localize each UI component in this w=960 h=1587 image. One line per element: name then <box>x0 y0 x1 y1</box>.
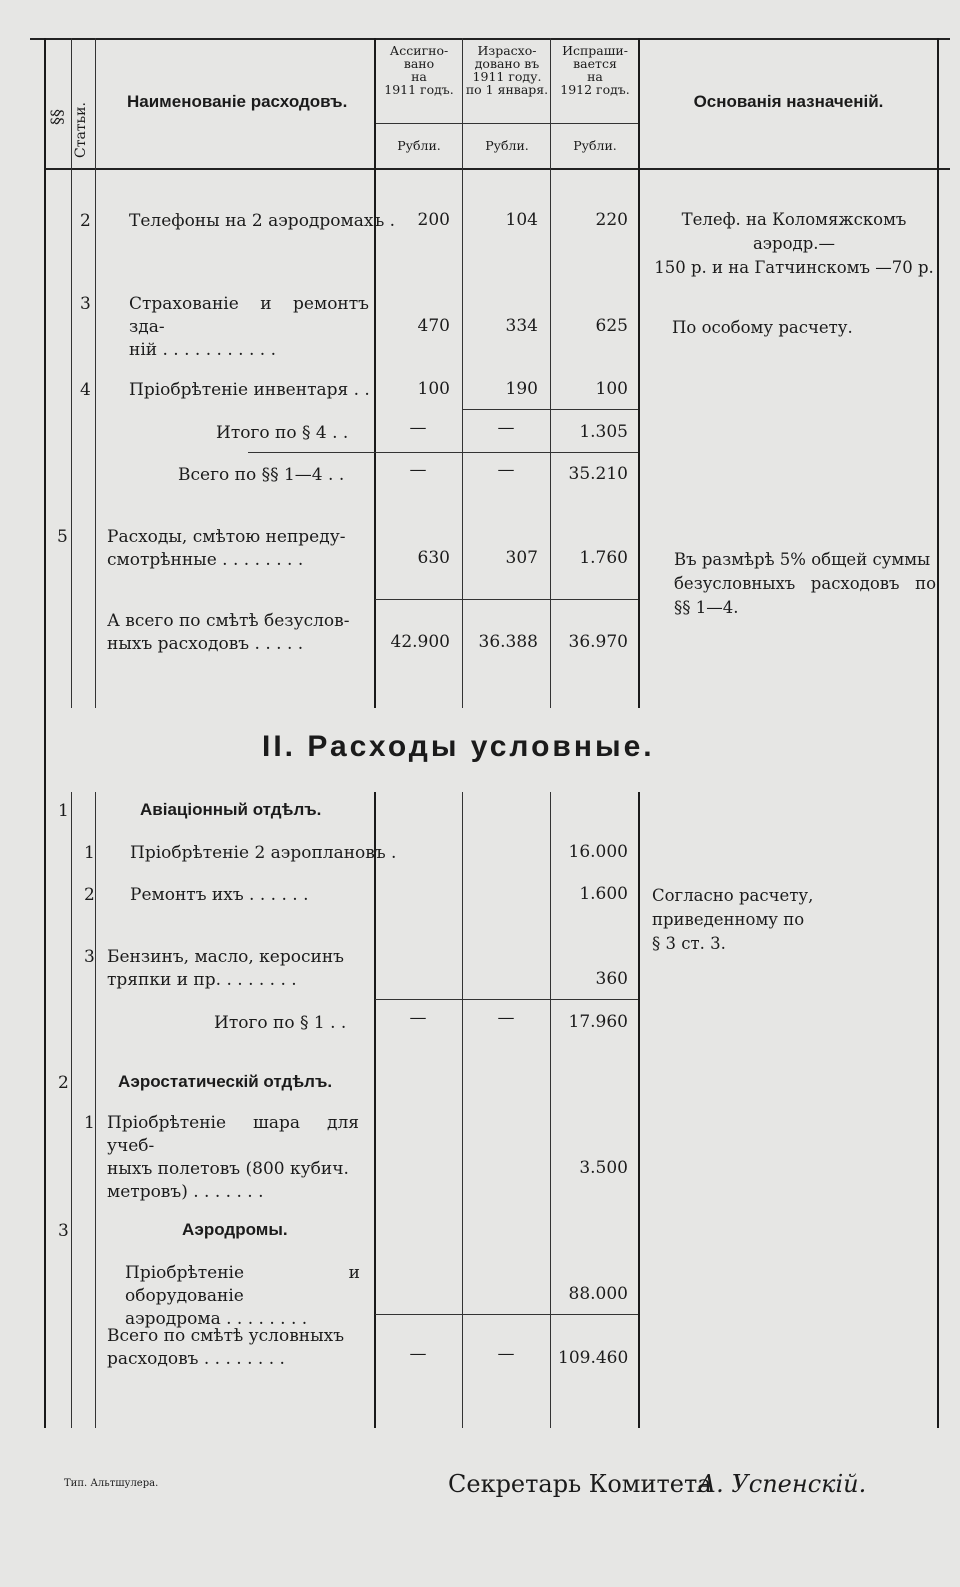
col1-unit: Рубли. <box>397 138 441 153</box>
row-c1: 200 <box>417 210 450 230</box>
row-c3: 360 <box>595 969 628 989</box>
row-sect: 1 <box>58 801 69 821</box>
row-c3: 1.600 <box>579 884 628 904</box>
row-name: Расходы, смѣтою непреду- смотрѣнные . . . . . . . . <box>107 527 346 570</box>
row-sect: 5 <box>57 527 68 547</box>
section-heading: Аэродромы. <box>182 1220 288 1239</box>
row-rule <box>375 999 638 1000</box>
row-name: Телефоны на 2 аэродромахъ . <box>129 211 396 231</box>
subtotal-c2: — <box>497 460 515 480</box>
row-c3: 16.000 <box>568 842 628 862</box>
total-c1: — <box>409 1008 427 1028</box>
row-note: По особому расчету. <box>672 318 853 337</box>
section-heading: Авіаціонный отдѣлъ. <box>140 800 322 819</box>
col3-unit: Рубли. <box>573 138 617 153</box>
row-name: Бензинъ, масло, керосинъ тряпки и пр. . . . . . . . <box>107 947 344 990</box>
row-art: 1 <box>84 843 95 863</box>
row-note: Телеф. на Коломяжскомъ аэродр.— 150 р. и на Гатчинскомъ —70 р. <box>654 210 934 277</box>
row-art: 2 <box>84 885 95 905</box>
row-art: 1 <box>84 1113 95 1133</box>
row-sect: 3 <box>58 1221 69 1241</box>
row-c1: 100 <box>417 379 450 399</box>
grand-total-c1: — <box>409 1344 427 1364</box>
signature-name: А. Успенскій. <box>698 1470 867 1498</box>
row-c3: 625 <box>595 316 628 336</box>
col2-unit: Рубли. <box>485 138 529 153</box>
total-name: Итого по § 1 . . <box>214 1013 347 1033</box>
name-header: Наименованіе расходовъ. <box>127 92 348 111</box>
row-name: Пріобрѣтеніе инвентаря . . <box>129 380 370 400</box>
row-art: 4 <box>80 380 91 400</box>
total-c1: — <box>409 418 427 438</box>
row-c1: 470 <box>417 316 450 336</box>
part2-title: II. Расходы условные. <box>262 730 655 763</box>
basis-header: Основанія назначеній. <box>693 92 884 111</box>
total-name: Итого по § 4 . . <box>216 423 349 443</box>
grand-total-c2: 36.388 <box>478 632 538 652</box>
row-name: Пріобрѣтеніе и оборудованіе аэродрома . . . . . . . . <box>125 1263 360 1329</box>
grand-total-c3: 109.460 <box>558 1348 629 1368</box>
row-sect: 2 <box>58 1073 69 1093</box>
top-rule <box>30 38 950 40</box>
grand-total-c1: 42.900 <box>390 632 450 652</box>
grand-total-c3: 36.970 <box>568 632 628 652</box>
subtotal-name: Всего по §§ 1—4 . . <box>178 465 345 485</box>
row-rule <box>375 1314 638 1315</box>
row-rule <box>248 452 638 453</box>
row-note: Въ размѣрѣ 5% общей суммы безусловныхъ расходовъ по §§ 1—4. <box>674 550 936 617</box>
total-c2: — <box>497 418 515 438</box>
article-header: Статьи. <box>73 102 89 158</box>
row-c3: 220 <box>595 210 628 230</box>
row-c3: 3.500 <box>579 1158 628 1178</box>
row-c2: 334 <box>505 316 538 336</box>
grand-total-c2: — <box>497 1344 515 1364</box>
row-rule <box>462 409 638 410</box>
row-c1: 630 <box>417 548 450 568</box>
signature-label: Секретарь Комитета <box>448 1470 712 1498</box>
row-c2: 190 <box>505 379 538 399</box>
row-rule <box>375 599 638 600</box>
row-c2: 104 <box>505 210 538 230</box>
row-c3: 100 <box>595 379 628 399</box>
part2-note: Согласно расчету, приведенному по § 3 ст. 3. <box>652 886 814 953</box>
sect-symbol-header: §§ <box>47 109 66 125</box>
row-art: 2 <box>80 211 91 231</box>
total-c3: 17.960 <box>568 1012 628 1032</box>
row-c3: 1.760 <box>579 548 628 568</box>
col2-header: Израсхо- довано въ 1911 году. по 1 января. <box>465 43 549 97</box>
row-name: Пріобрѣтеніе шара для учеб- ныхъ полетовъ (800 кубич. метровъ) . . . . . . . <box>107 1113 359 1202</box>
unit-rule <box>375 123 639 124</box>
row-c3: 88.000 <box>568 1284 628 1304</box>
total-c2: — <box>497 1008 515 1028</box>
grand-total-name: А всего по смѣтѣ безуслов- ныхъ расходовъ . . . . . <box>107 611 350 654</box>
right-border <box>937 38 939 1428</box>
row-name: Страхованіе и ремонтъ зда- ній . . . . . . . . . . . <box>129 294 369 360</box>
header-bottom-rule <box>45 168 950 170</box>
printer-imprint: Тип. Альтшулера. <box>64 1478 159 1489</box>
row-art: 3 <box>80 294 91 314</box>
col1-header: Ассигно- вано на 1911 годъ. <box>384 43 454 97</box>
row-art: 3 <box>84 947 95 967</box>
grand-total-name: Всего по смѣтѣ условныхъ расходовъ . . . . . . . . <box>107 1326 345 1369</box>
col3-header: Испраши- вается на 1912 годъ. <box>560 43 630 97</box>
subtotal-c3: 35.210 <box>568 464 628 484</box>
section-heading: Аэростатическій отдѣлъ. <box>118 1072 333 1091</box>
row-name: Ремонтъ ихъ . . . . . . <box>130 885 309 905</box>
row-name: Пріобрѣтеніе 2 аэроплановъ . <box>130 843 397 863</box>
total-c3: 1.305 <box>579 422 628 442</box>
subtotal-c1: — <box>409 460 427 480</box>
row-c2: 307 <box>505 548 538 568</box>
